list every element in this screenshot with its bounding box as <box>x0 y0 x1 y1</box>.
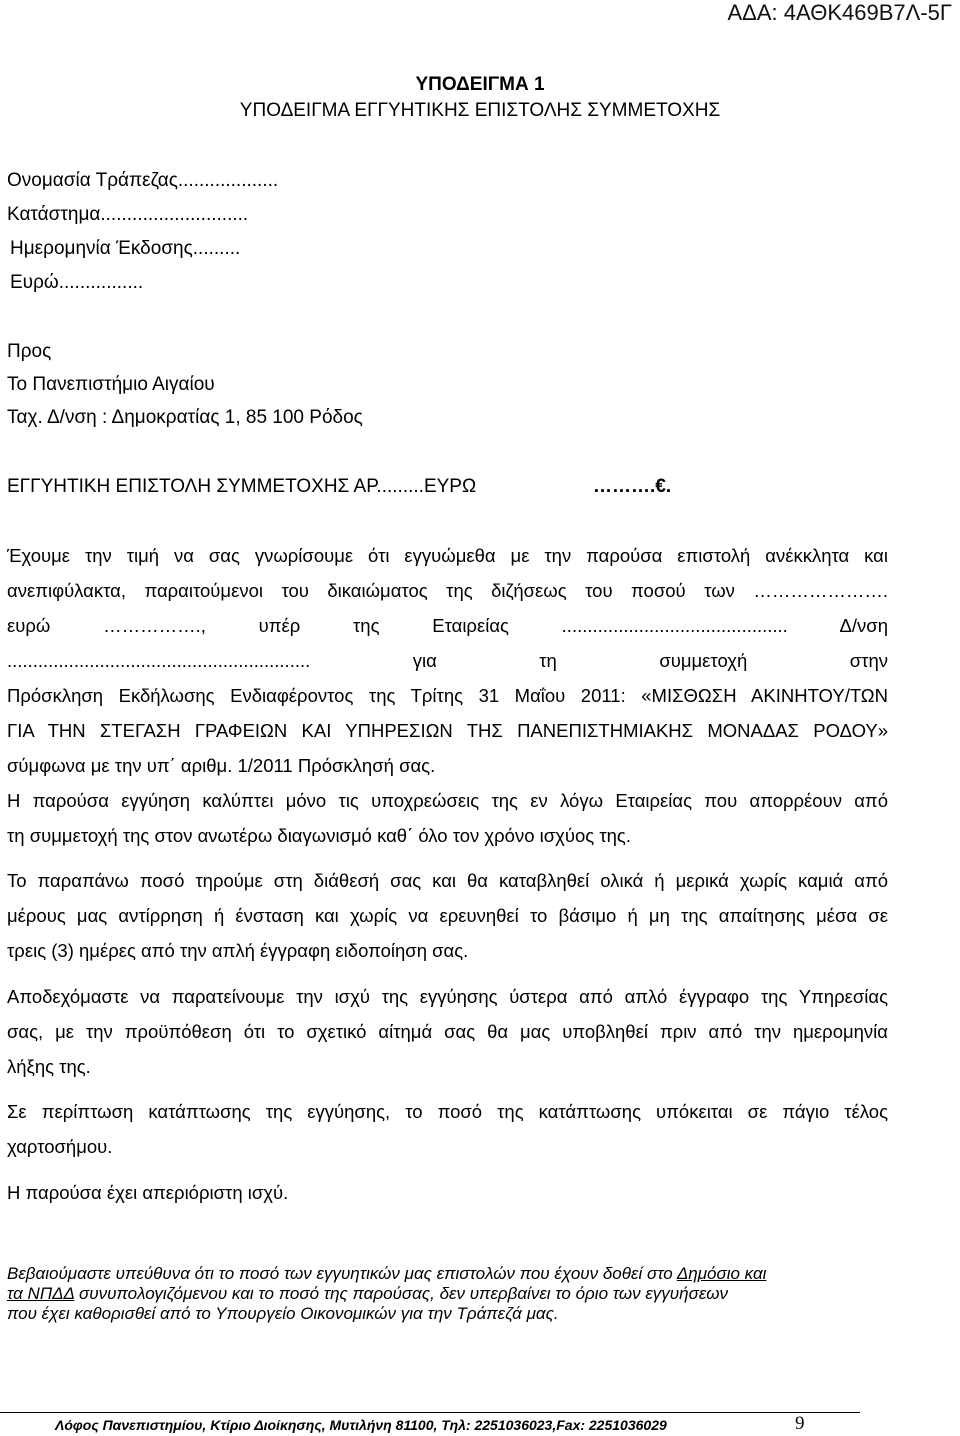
paragraph-line: λήξης της. <box>7 1056 91 1077</box>
paragraph-line: τη συμμετοχή της στον ανωτέρω διαγωνισμό καθ΄ όλο τον χρόνο ισχύος της. <box>7 825 631 846</box>
paragraph-line: Το παραπάνω ποσό τηρούμε στη διάθεσή σας και θα καταβληθεί ολικά ή μερικά χωρίς καμιά από <box>7 870 888 891</box>
paragraph-line: Η παρούσα εγγύηση καλύπτει μόνο τις υποχρεώσεις της εν λόγω Εταιρείας που απορρέουν από <box>7 790 888 811</box>
branch-field: Κατάστημα............................ <box>7 204 249 225</box>
recipient-address: Ταχ. Δ/νση : Δημοκρατίας 1, 85 100 Ρόδος <box>7 407 363 428</box>
paragraph-line: μέρους μας αντίρρηση ή ένσταση και χωρίς να ερευνηθεί το βάσιμο ή μη της απαίτησης μέσα σε <box>7 905 888 926</box>
document-title: ΥΠΟΔΕΙΓΜΑ 1 <box>415 74 545 95</box>
paragraph-line: ανεπιφύλακτα, παραιτούμενοι του δικαιώματος της διζήσεως του ποσού των …………………. <box>7 580 888 601</box>
footer-address: Λόφος Πανεπιστημίου, Κτίριο Διοίκησης, Μυτιλήνη 81100, Τηλ: 2251036023,Fax: 2251036029 <box>55 1417 667 1433</box>
document-subtitle: ΥΠΟΔΕΙΓΜΑ ΕΓΓΥΗΤΙΚΗΣ ΕΠΙΣΤΟΛΗΣ ΣΥΜΜΕΤΟΧΗΣ <box>239 100 721 121</box>
letter-heading: ΕΓΓΥΗΤΙΚΗ ΕΠΙΣΤΟΛΗ ΣΥΜΜΕΤΟΧΗΣ ΑΡ.........ΕΥΡΩ <box>7 476 477 497</box>
paragraph-line: Σε περίπτωση κατάπτωσης της εγγύησης, το ποσό της κατάπτωσης υπόκειται σε πάγιο τέλος <box>7 1101 888 1122</box>
letter-heading-amount: ……….€. <box>593 476 672 497</box>
recipient-university: Το Πανεπιστήμιο Αιγαίου <box>7 374 215 395</box>
paragraph-line: Η παρούσα έχει απεριόριστη ισχύ. <box>7 1182 289 1203</box>
issue-date-field: Ημερομηνία Έκδοσης......... <box>10 238 241 259</box>
paragraph-line: ΓΙΑ ΤΗΝ ΣΤΕΓΑΣΗ ΓΡΑΦΕΙΩΝ ΚΑΙ ΥΠΗΡΕΣΙΩΝ ΤΗΣ ΠΑΝΕΠΙΣΤΗΜΙΑΚΗΣ ΜΟΝΑΔΑΣ ΡΟΔΟΥ» <box>7 720 888 741</box>
euro-field: Ευρώ................ <box>10 272 144 293</box>
bank-name-field: Ονομασία Τράπεζας................... <box>7 170 279 191</box>
paragraph-line: σύμφωνα με την υπ΄ αριθμ. 1/2011 Πρόσκλησή σας. <box>7 755 436 776</box>
ada-code: ΑΔΑ: 4ΑΘΚ469Β7Λ-5Γ <box>727 0 952 25</box>
paragraph-line: σας, με την προϋπόθεση ότι το σχετικό αίτημά σας θα μας υποβληθεί πριν από την ημερομηνία <box>7 1021 888 1042</box>
paragraph-line: τρεις (3) ημέρες από την απλή έγγραφη ειδοποίηση σας. <box>7 940 469 961</box>
footer-divider <box>0 1412 860 1413</box>
paragraph-line: ευρώ ……………., υπέρ της Εταιρείας ............................................ Δ/νση <box>7 615 888 636</box>
recipient-to: Προς <box>7 341 52 362</box>
paragraph-line: χαρτοσήμου. <box>7 1136 113 1157</box>
certification-note <box>7 1264 888 1324</box>
certification-line-2: τα ΝΠΔΔ συνυπολογιζόμενου και το ποσό της παρούσας, δεν υπερβαίνει το όριο των εγγυήσεων <box>7 1284 729 1303</box>
paragraph-line: ........................................................... για τη συμμετοχή στην <box>7 650 888 671</box>
page-number: 9 <box>795 1413 805 1434</box>
paragraph-line: Πρόσκληση Εκδήλωσης Ενδιαφέροντος της Τρίτης 31 Μαΐου 2011: «ΜΙΣΘΩΣΗ ΑΚΙΝΗΤΟΥ/ΤΩΝ <box>7 685 888 706</box>
paragraph-line: Έχουμε την τιμή να σας γνωρίσουμε ότι εγγυώμεθα με την παρούσα επιστολή ανέκκλητα και <box>7 545 888 566</box>
certification-line-1: Βεβαιούμαστε υπεύθυνα ότι το ποσό των εγγυητικών μας επιστολών που έχουν δοθεί στο Δημόσιο και <box>7 1264 767 1283</box>
paragraph-line: Αποδεχόμαστε να παρατείνουμε την ισχύ της εγγύησης ύστερα από απλό έγγραφο της Υπηρεσίας <box>7 986 888 1007</box>
certification-line-3: που έχει καθορισθεί από το Υπουργείο Οικονομικών για την Τράπεζά μας. <box>7 1304 559 1323</box>
